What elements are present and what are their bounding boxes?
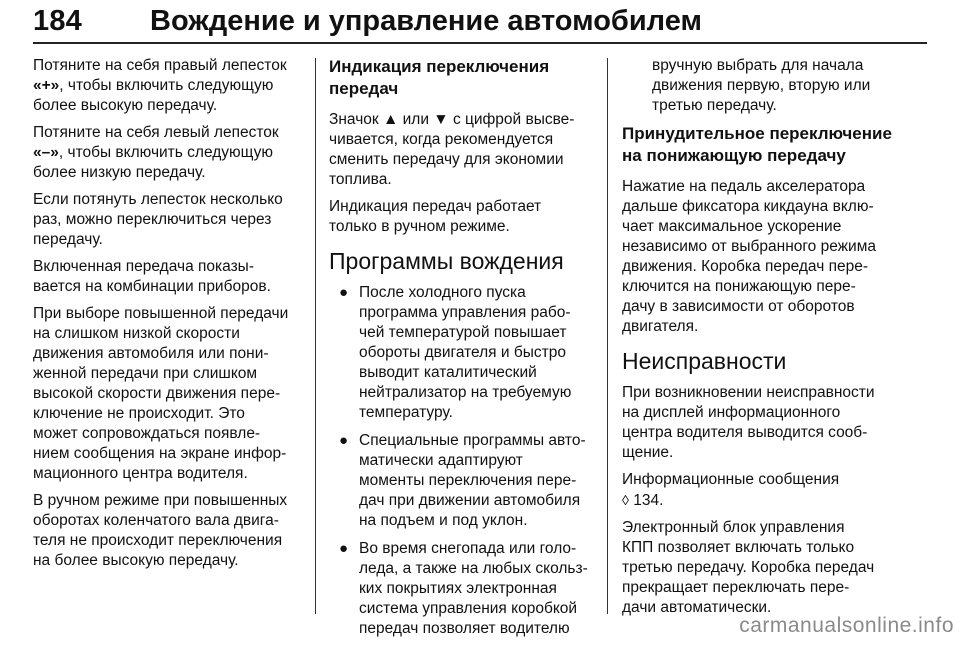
header-divider: [33, 42, 927, 44]
list-item-text: Специальные программы авто- матически адаптируют моменты переключения пере- дач при движении автомобиля на подъем и под уклон.: [359, 432, 586, 529]
minus-symbol-text: «–»: [33, 144, 59, 161]
bullet-icon: ●: [339, 432, 349, 449]
page-header: [33, 0, 927, 50]
heading-kickdown: Принудительное переключение на понижающую передачу: [622, 124, 892, 165]
paragraph-shift-indicator: Значок ▲ или ▼ с цифрой высве- чивается, когда рекомендуется сменить передачу для экономии топлива.: [329, 111, 575, 188]
paragraph-shift-limits: При выборе повышенной передачи на слишком низкой скорости движения автомобиля или пони- женной передачи при слишком высокой скорости движения пере- ключение не происходит. Это может сопровождаться появле- нием сообщения на экране инфор- мационного центра водителя.: [33, 305, 289, 482]
heading-faults: Неисправности: [622, 348, 787, 374]
paragraph-multi-shift: Если потянуть лепесток несколько раз, можно переключиться через передачу.: [33, 191, 283, 248]
paragraph-info-messages: [622, 470, 918, 511]
column-middle: [329, 56, 593, 647]
paragraph-text: , чтобы включить следующую более высокую передачу.: [33, 77, 274, 114]
plus-symbol-text: «+»: [33, 77, 60, 94]
heading-shift-indicator: Индикация переключения передач: [329, 57, 550, 98]
heading-driving-programs: Программы вождения: [329, 248, 564, 274]
paragraph-kickdown: Нажатие на педаль акселератора дальше фиксатора кикдауна вклю- чает максимальное ускорение независимо от выбранного режима движения. Коробка передач пере- ключится на понижающую пере- дачу в зависимости от оборотов двигателя.: [622, 178, 876, 335]
paragraph-limp-mode: Электронный блок управления КПП позволяет включать только третью передачу. Коробка передач прекращает переключать пере- дачи автоматически.: [622, 519, 875, 616]
page-title: Вождение и управление автомобилем: [150, 5, 702, 37]
paragraph-right-paddle: [33, 56, 303, 116]
paragraph-text: Потяните на себя левый лепесток: [33, 124, 279, 141]
page-number: 184: [33, 5, 82, 37]
list-item: [329, 283, 593, 423]
column-left: [33, 56, 303, 578]
list-item-text: После холодного пуска программа управления рабо- чей температурой повышает обороты двигателя и быстро выводит каталитический нейтрализатор на требуемую температуру.: [359, 284, 572, 421]
paragraph-left-paddle: [33, 123, 303, 183]
watermark: carmanualsonline.info: [739, 614, 954, 637]
paragraph-text: Информационные сообщения: [622, 471, 840, 488]
bullet-icon: ●: [339, 284, 349, 301]
paragraph-fault-message: При возникновении неисправности на дисплей информационного центра водителя выводится сооб- щение.: [622, 384, 875, 461]
list-item-continuation: вручную выбрать для начала движения первую, вторую или третью передачу.: [652, 57, 871, 114]
page-reference-icon: ◊: [622, 492, 629, 508]
list-item-text: Во время снегопада или голо- леда, а также на любых скольз- ких покрытиях электронная система управления коробкой передач позволяет водителю: [359, 540, 588, 637]
page-reference-link[interactable]: 134.: [628, 492, 664, 509]
column-divider: [607, 58, 608, 614]
paragraph-indicator-manual: Индикация передач работает только в ручном режиме.: [329, 198, 542, 235]
list-item: [329, 431, 593, 531]
list-item: [329, 539, 593, 639]
driving-programs-list: [329, 283, 593, 639]
paragraph-gear-display: Включенная передача показы- вается на комбинации приборов.: [33, 258, 271, 295]
bullet-icon: ●: [339, 540, 349, 557]
column-right: [622, 56, 918, 625]
paragraph-manual-mode: В ручном режиме при повышенных оборотах коленчатого вала двига- теля не происходит переключения на более высокую передачу.: [33, 492, 288, 569]
paragraph-text: Потяните на себя правый лепесток: [33, 57, 287, 74]
paragraph-text: , чтобы включить следующую более низкую передачу.: [33, 144, 273, 181]
column-divider: [315, 58, 316, 614]
